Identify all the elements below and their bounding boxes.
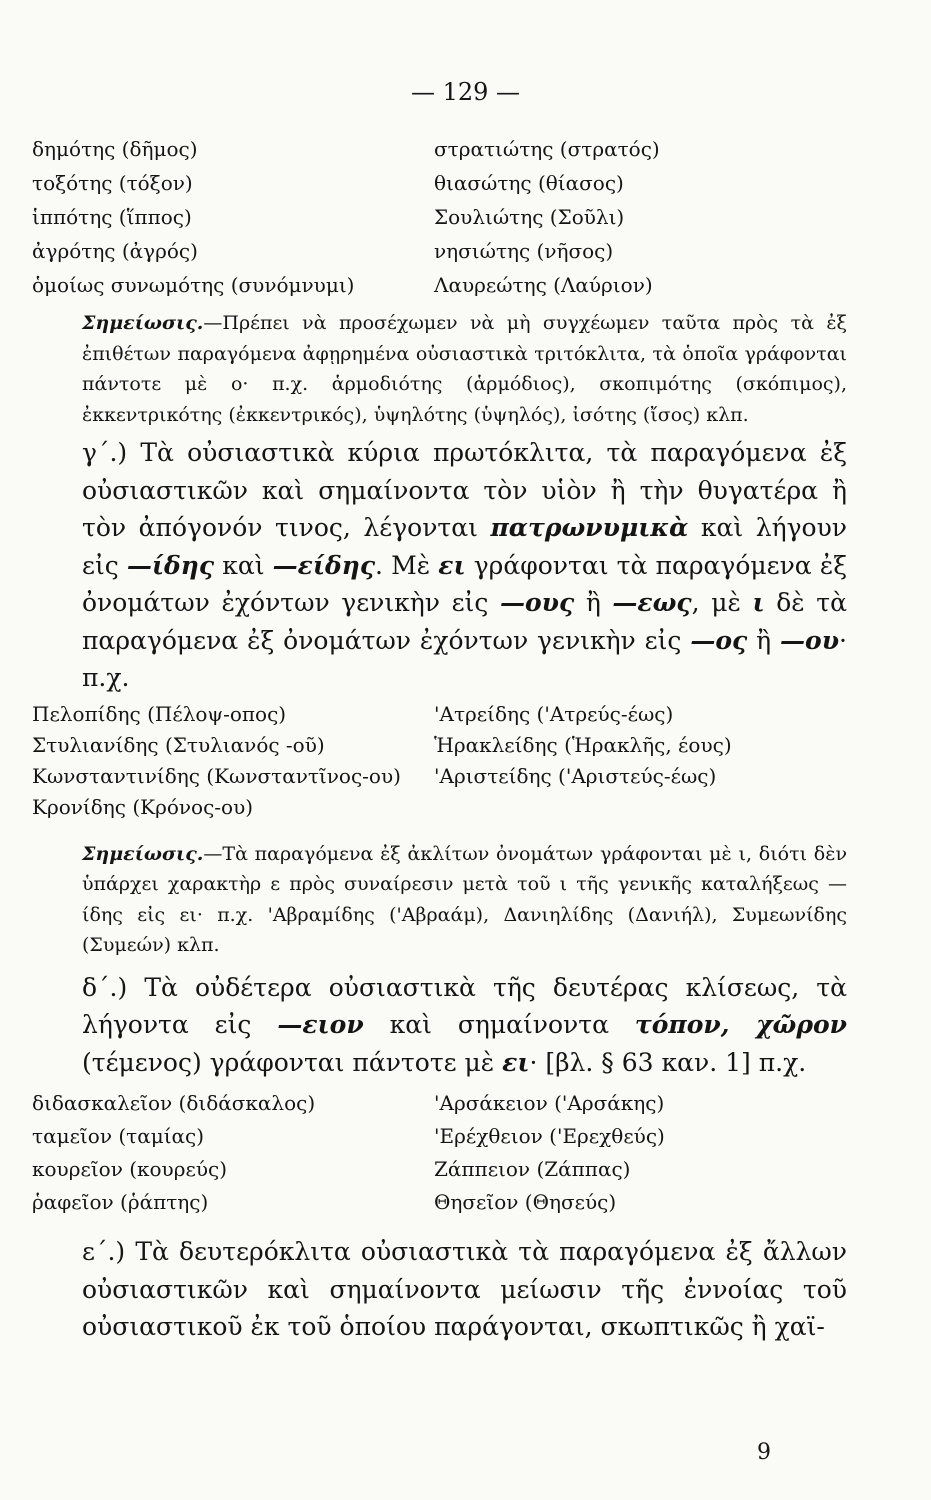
list-item: ἱππότης (ἵππος): [32, 205, 192, 229]
list-item: τοξότης (τόξον): [32, 171, 193, 195]
list-item: Ζάππειον (Ζάππας): [434, 1157, 631, 1181]
list-item: διδασκαλεῖον (διδάσκαλος): [32, 1091, 316, 1115]
text-run: · [βλ. § 63 καν. 1] π.χ.: [529, 1047, 807, 1077]
text-run: καὶ λήγουν εἰς: [82, 513, 847, 580]
term: —ος: [690, 625, 748, 655]
list-item: ὁμοίως συνωμότης (συνόμνυμι): [32, 273, 355, 297]
term: ει: [438, 550, 466, 580]
list-item: 'Αρσάκειον ('Αρσάκης): [434, 1091, 665, 1115]
text-run: γ΄.) Τὰ οὐσιαστικὰ κύρια πρωτόκλιτα, τὰ παραγόμενα ἐξ οὐσιαστικῶν καὶ σημαίνοντα τὸν υἱὸν ἢ τὴν θυγατέρα ἢ τὸν ἀπόγονόν τινος, λέγονται: [82, 438, 847, 542]
word-list-eion: [32, 1087, 847, 1219]
page-content: [32, 132, 847, 1346]
term: πατρωνυμικὰ: [490, 513, 689, 542]
term: —ίδης: [126, 550, 215, 580]
term: —εως: [612, 588, 692, 617]
list-item: νησιώτης (νῆσος): [434, 239, 614, 263]
list-item: Λαυρεώτης (Λαύριον): [434, 273, 653, 297]
note-lead: Σημείωσις.: [82, 842, 204, 865]
note-lead: Σημείωσις.: [82, 312, 204, 334]
list-item: 'Ερέχθειον ('Ερεχθεύς): [434, 1124, 665, 1148]
term: —ειον: [277, 1010, 364, 1039]
text-run: ἢ: [574, 588, 613, 617]
note-paragraph-1: [32, 308, 847, 430]
list-item: ἀγρότης (ἀγρός): [32, 239, 198, 263]
list-item: ταμεῖον (ταμίας): [32, 1124, 205, 1148]
paragraph-gamma: [32, 434, 847, 697]
word-list-patronymics: [32, 699, 847, 823]
note-text: —Τὰ παραγόμενα ἐξ ἀκλίτων ὀνομάτων γράφονται μὲ ι, διότι δὲν ὑπάρχει χαρακτὴρ ε πρὸς συναίρεσιν μετὰ τοῦ ι τῆς γενικῆς καταλήξεως —ίδης εἰς ει· π.χ. 'Αβραμίδης ('Αβραάμ), Δανιηλίδης (Δανιήλ), Συμεωνίδης (Συμεών) κλπ.: [82, 842, 847, 956]
text-run: καὶ σημαίνοντα: [363, 1010, 635, 1039]
note-text: —Πρέπει νὰ προσέχωμεν νὰ μὴ συγχέωμεν ταῦτα πρὸς τὰ ἐξ ἐπιθέτων παραγόμενα ἀφῃρημένα οὐσιαστικὰ τριτόκλιτα, τὰ ὁποῖα γράφονται πάντοτε μὲ ο· π.χ. ἁρμοδιότης (ἁρμόδιος), σκοπιμότης (σκόπιμος), ἐκκεντρικότης (ἐκκεντρικός), ὑψηλότης (ὑψηλός), ἰσότης (ἴσος) κλπ.: [82, 312, 847, 426]
list-item: Θησεῖον (Θησεύς): [434, 1190, 617, 1214]
term: —είδης: [272, 550, 376, 580]
list-item: θιασώτης (θίασος): [434, 171, 624, 195]
list-item: Ἡρακλείδης (Ἡρακλῆς, έους): [434, 732, 732, 757]
paragraph-epsilon: [32, 1233, 847, 1346]
list-item: Πελοπίδης (Πέλοψ-οπος): [32, 701, 287, 726]
term: —ου: [780, 625, 840, 655]
list-item: [434, 792, 847, 823]
paragraph-text: ε΄.) Τὰ δευτερόκλιτα οὐσιαστικὰ τὰ παραγόμενα ἐξ ἄλλων οὐσιαστικῶν καὶ σημαίνοντα μείωσιν τῆς ἐννοίας τοῦ οὐσιαστικοῦ ἐκ τοῦ ὁποίου παράγονται, σκωπτικῶς ἢ χαϊ-: [82, 1237, 847, 1341]
text-run: ἢ: [747, 625, 781, 655]
list-item: δημότης (δῆμος): [32, 137, 198, 161]
text-run: (τέμενος) γράφονται πάντοτε μὲ: [82, 1047, 503, 1077]
text-run: γράφονται τὰ παραγόμενα ἐξ ὀνομάτων ἐχόντων γενικὴν εἰς: [82, 550, 848, 617]
text-run: , μὲ: [691, 588, 753, 617]
list-item: Κωνσταντινίδης (Κωνσταντῖνος-ου): [32, 763, 401, 788]
word-list-otes: [32, 132, 847, 302]
note-paragraph-2: [32, 839, 847, 961]
term: ει: [502, 1047, 530, 1077]
page-number: — 129 —: [410, 78, 521, 106]
text-run: · π.χ.: [82, 625, 847, 692]
text-run: δὲ τὰ παραγόμενα ἐξ ὀνομάτων ἐχόντων γενικὴν εἰς: [82, 588, 848, 655]
list-item: Κρονίδης (Κρόνος-ου): [32, 794, 254, 819]
list-item: κουρεῖον (κουρεύς): [32, 1157, 227, 1181]
list-item: Σουλιώτης (Σοῦλι): [434, 205, 625, 229]
text-run: δ΄.) Τὰ οὐδέτερα οὐσιαστικὰ τῆς δευτέρας κλίσεως, τὰ λήγοντα εἰς: [82, 972, 847, 1039]
list-item: στρατιώτης (στρατός): [434, 137, 660, 161]
text-run: . Μὲ: [375, 550, 439, 580]
term: ι: [752, 588, 765, 617]
paragraph-delta: [32, 969, 847, 1082]
term: τόπον, χῶρον: [634, 1010, 848, 1039]
list-item: Στυλιανίδης (Στυλιανός -οῦ): [32, 732, 325, 757]
list-item: 'Αριστείδης ('Αριστεύς-έως): [434, 763, 717, 788]
term: —ους: [499, 588, 575, 617]
list-item: ῥαφεῖον (ῥάπτης): [32, 1190, 209, 1214]
signature-mark: 9: [757, 1440, 771, 1465]
text-run: καὶ: [214, 550, 273, 580]
list-item: 'Ατρείδης ('Ατρεύς-έως): [434, 701, 674, 726]
